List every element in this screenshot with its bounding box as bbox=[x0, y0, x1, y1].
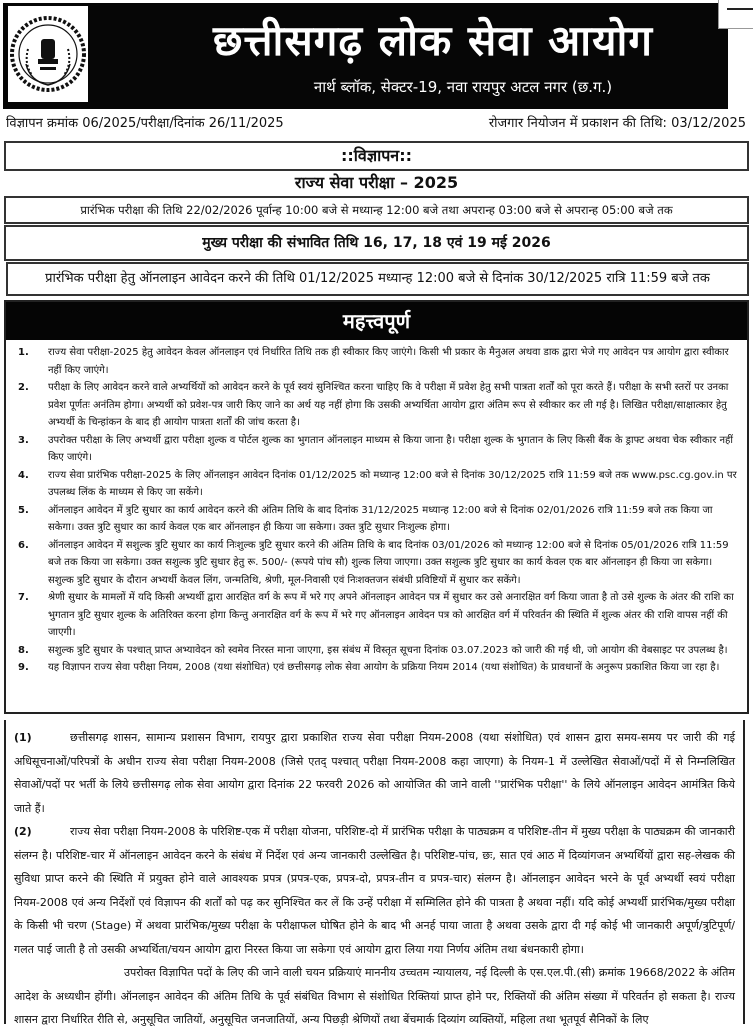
item-number: 6. bbox=[18, 539, 29, 551]
advertisement-number: विज्ञापन क्रमांक 06/2025/परीक्षा/दिनांक 26/11/2025 bbox=[6, 116, 284, 131]
emblem-logo bbox=[8, 6, 88, 102]
online-application-dates: प्रारंभिक परीक्षा हेतु ऑनलाइन आवेदन करने की तिथि 01/12/2025 मध्यान्ह 12:00 बजे से दिनांक 30/12/2025 रात्रि 11:59 बजे तक bbox=[6, 262, 749, 296]
organization-address: नार्थ ब्लॉक, सेक्टर-19, नवा रायपुर अटल नगर (छ.ग.) bbox=[313, 78, 613, 96]
paragraph-text: राज्य सेवा परीक्षा नियम-2008 के परिशिष्ट-एक में परीक्षा योजना, परिशिष्ट-दो में प्रारंभिक परीक्षा के पाठ्यक्रम व परिशिष्ट-तीन में मुख्य परीक्षा के पाठ्यक्रम की जानकारी संलग्न है। परिशिष्ट-चार में ऑनलाइन आवेदन करने के संबंध में निर्देश एवं अन्य जानकारी उल्लेखित है। परिशिष्ट-पांच, छः, सात एवं आठ में दिव्यांगजन अभ्यर्थियों द्वारा सह-लेखक की सुविधा प्राप्त करने की स्थिति में प्रयुक्त होने वाले आवश्यक प्रपत्र (प्रपत्र-एक, प्रपत्र-दो, प्रपत्र-तीन व प्रपत्र-चार) संलग्न है। ऑनलाइन आवेदन भरने के पूर्व अभ्यर्थी स्वयं परीक्षा नियम-2008 एवं अन्य निर्देशों एवं विज्ञापन की शर्तों को पढ़ कर सुनिश्चित कर लें कि उन्हें परीक्षा में सम्मिलित होने की पात्रता है अथवा नहीं। यदि कोई अभ्यर्थी प्रारंभिक/मुख्य परीक्षा के किसी भी चरण (Stage) में अथवा प्रारंभिक/मुख्य परीक्षा के परीक्षाफल घोषित होने के बाद भी अनर्ह पाया जाता है अथवा उसके द्वारा दी गई कोई भी जानकारी अपूर्ण/त्रुटिपूर्ण/गलत पाई जाती है तो उसकी अभ्यर्थिता/चयन आयोग द्वारा निरस्त किया जा सकेगा एवं आयोग द्वारा लिया गया निर्णय अंतिम तथा बंधनकारी होगा। bbox=[14, 825, 735, 956]
important-item bbox=[12, 642, 741, 660]
important-item bbox=[12, 467, 741, 502]
item-text: राज्य सेवा प्रारंभिक परीक्षा-2025 के लिए ऑनलाइन आवेदन दिनांक 01/12/2025 को मध्यान्ह 12:00 बजे से दिनांक 30/12/2025 रात्रि 11:59 बजे तक www.psc.cg.gov.in पर उपलब्ध लिंक के माध्यम से किए जा सकेंगे। bbox=[48, 469, 737, 498]
important-item bbox=[12, 659, 741, 677]
important-section bbox=[4, 300, 749, 714]
important-item bbox=[12, 379, 741, 432]
important-list bbox=[6, 340, 747, 677]
mains-exam-date: मुख्य परीक्षा की संभावित तिथि 16, 17, 18 एवं 19 मई 2026 bbox=[4, 225, 749, 261]
paragraph-1 bbox=[14, 726, 735, 820]
item-number: 9. bbox=[18, 662, 29, 673]
exam-title: राज्य सेवा परीक्षा – 2025 bbox=[294, 173, 459, 192]
important-item bbox=[12, 589, 741, 642]
organization-title: छत्तीसगढ़ लोक सेवा आयोग bbox=[213, 16, 653, 65]
item-number: 1. bbox=[18, 347, 29, 358]
item-text: यह विज्ञापन राज्य सेवा परीक्षा नियम, 2008 (यथा संशोधित) एवं छत्तीसगढ़ लोक सेवा आयोग के प्रक्रिया नियम 2014 (यथा संशोधित) के प्रावधानों के अनुरूप प्रकाशित किया जा रहा है। bbox=[48, 662, 720, 673]
paragraph-number: (1) bbox=[14, 731, 32, 744]
item-text: सशुल्क त्रुटि सुधार के पश्चात् प्राप्त अभ्यावेदन को स्वमेव निरस्त माना जाएगा, इस संबंध में विस्तृत सूचना दिनांक 03.07.2023 को जारी की गई थी, जो आयोग की वेबसाइट पर उपलब्ध है। bbox=[48, 644, 728, 656]
advertisement-label: ::विज्ञापन:: bbox=[4, 141, 749, 171]
item-number: 5. bbox=[18, 504, 29, 516]
item-text: परीक्षा के लिए आवेदन करने वाले अभ्यर्थियों को आवेदन करने के पूर्व स्वयं सुनिश्चित करना चाहिए कि वे परीक्षा में प्रवेश हेतु सभी पात्रता शर्तों को पूरा करते हैं। परीक्षा के सभी स्तरों पर उनका प्रवेश पूर्णतः अनंतिम होगा। अभ्यर्थी को प्रवेश-पत्र जारी किए जाने का अर्थ यह नहीं होगा कि उसकी अभ्यर्थिता आयोग द्वारा अंतिम रूप से स्वीकार कर ली गई है। लिखित परीक्षा/साक्षात्कार हेतु अभ्यर्थी के चिन्हांकन के बाद ही आयोग पात्रता शर्तों की जांच करता है। bbox=[48, 382, 729, 428]
important-item bbox=[12, 344, 741, 379]
window-minimize-tab[interactable] bbox=[718, 0, 753, 29]
header-banner bbox=[3, 3, 728, 109]
item-text: ऑनलाइन आवेदन में सशुल्क त्रुटि सुधार का कार्य निःशुल्क त्रुटि सुधार करने की अंतिम तिथि के बाद दिनांक 03/01/2026 को मध्यान्ह 12:00 बजे से दिनांक 05/01/2026 रात्रि 11:59 बजे तक किया जा सकेगा। उक्त सशुल्क त्रुटि सुधार हेतु रू. 500/- (रूपये पांच सौ) शुल्क लिया जाएगा। उक्त सशुल्क त्रुटि सुधार का कार्य केवल एक बार ऑनलाइन ही किया जा सकेगा। सशुल्क त्रुटि सुधार के दौरान अभ्यर्थी केवल लिंग, जन्मतिथि, श्रेणी, मूल-निवासी एवं निःशक्तजन संबंधी प्रविष्टियों में सुधार कर सकेंगे। bbox=[48, 539, 729, 586]
psc-emblem-icon bbox=[10, 9, 86, 99]
paragraph-2 bbox=[14, 820, 735, 961]
paragraph-number: (2) bbox=[14, 825, 32, 838]
body-paragraphs bbox=[4, 720, 745, 1024]
item-number: 7. bbox=[18, 592, 29, 603]
important-item bbox=[12, 502, 741, 537]
paragraph-text: छत्तीसगढ़ शासन, सामान्य प्रशासन विभाग, रायपुर द्वारा प्रकाशित राज्य सेवा परीक्षा नियम-2008 (यथा संशोधित) एवं शासन द्वारा समय-समय पर जारी की गई अधिसूचनाओं/परिपत्रों के अधीन राज्य सेवा परीक्षा नियम-2008 (जिसे एतद् पश्चात् परीक्षा नियम-2008 कहा जाएगा) के नियम-1 में उल्लेखित सेवाओं/पदों में से निम्नलिखित सेवाओं/पदों पर भर्ती के लिये छत्तीसगढ़ लोक सेवा आयोग द्वारा दिनांक 22 फरवरी 2026 को आयोजित की जाने वाली ''प्रारंभिक परीक्षा'' के लिये ऑनलाइन आवेदन आमंत्रित किये जाते हैं। bbox=[14, 731, 735, 815]
paragraph-text: उपरोक्त विज्ञापित पदों के लिए की जाने वाली चयन प्रक्रियाएं माननीय उच्चतम न्यायालय, नई दिल्ली के एस.एल.पी.(सी) क्रमांक 19668/2022 के अंतिम आदेश के अध्यधीन होंगी। ऑनलाइन आवेदन की अंतिम तिथि के पूर्व संबंधित विभाग से संशोधित रिक्तियां प्राप्त होने पर, रिक्तियों की अंतिम संख्या में परिवर्तन हो सकता है। राज्य शासन द्वारा निर्धारित रीति से, अनुसूचित जातियों, अनुसूचित जनजातियों, अन्य पिछड़ी श्रेणियों तथा बेंचमार्क दिव्यांग व्यक्तियों, महिला तथा भूतपूर्व सैनिकों के लिए bbox=[14, 966, 735, 1026]
item-text: ऑनलाइन आवेदन में त्रुटि सुधार का कार्य आवेदन करने की अंतिम तिथि के बाद दिनांक 31/12/2025 मध्यान्ह 12:00 बजे से दिनांक 02/01/2026 रात्रि 11:59 बजे तक किया जा सकेगा। उक्त त्रुटि सुधार का कार्य केवल एक बार ऑनलाइन ही किया जा सकेगा। उक्त त्रुटि सुधार निःशुल्क होगा। bbox=[48, 504, 713, 533]
item-number: 4. bbox=[18, 469, 29, 481]
item-number: 3. bbox=[18, 434, 29, 446]
item-text: राज्य सेवा परीक्षा-2025 हेतु आवेदन केवल ऑनलाइन एवं निर्धारित तिथि तक ही स्वीकार किए जाएंगे। किसी भी प्रकार के मैनुअल अथवा डाक द्वारा भेजे गए आवेदन पत्र आयोग द्वारा स्वीकार नहीं किए जाएंगे। bbox=[48, 347, 729, 376]
item-text: उपरोक्त परीक्षा के लिए अभ्यर्थी द्वारा परीक्षा शुल्क व पोर्टल शुल्क का भुगतान ऑनलाइन माध्यम से किया जाना है। परीक्षा शुल्क के भुगतान के लिए किसी बैंक के ड्राफ्ट अथवा चेक स्वीकार नहीं किए जाएंगे। bbox=[48, 434, 733, 463]
paragraph-3 bbox=[14, 961, 735, 1032]
item-text: श्रेणी सुधार के मामलों में यदि किसी अभ्यर्थी द्वारा आरक्षित वर्ग के रूप में भरे गए अपने ऑनलाइन आवेदन पत्र में सुधार कर उसे अनारक्षित वर्ग किया जाता है तो उसे शुल्क के अंतर की राशि का भुगतान त्रुटि सुधार शुल्क के अतिरिक्त करना होगा किन्तु अनारक्षित वर्ग के रूप में भरे गए ऑनलाइन आवेदन पत्र को आरक्षित वर्ग में परिवर्तन की स्थिति में शुल्क अंतर की राशि वापस नहीं की जाएगी। bbox=[48, 592, 734, 638]
prelim-exam-date: प्रारंभिक परीक्षा की तिथि 22/02/2026 पूर्वान्ह 10:00 बजे से मध्यान्ह 12:00 बजे तथा अपरान्ह 03:00 बजे से अपरान्ह 05:00 बजे तक bbox=[4, 196, 749, 224]
important-heading: महत्त्वपूर्ण bbox=[6, 302, 747, 340]
item-number: 2. bbox=[18, 382, 29, 393]
important-item bbox=[12, 537, 741, 590]
publication-date: रोजगार नियोजन में प्रकाशन की तिथि: 03/12/2025 bbox=[488, 116, 746, 131]
important-item bbox=[12, 432, 741, 467]
item-number: 8. bbox=[18, 644, 29, 656]
meta-row bbox=[6, 113, 746, 135]
